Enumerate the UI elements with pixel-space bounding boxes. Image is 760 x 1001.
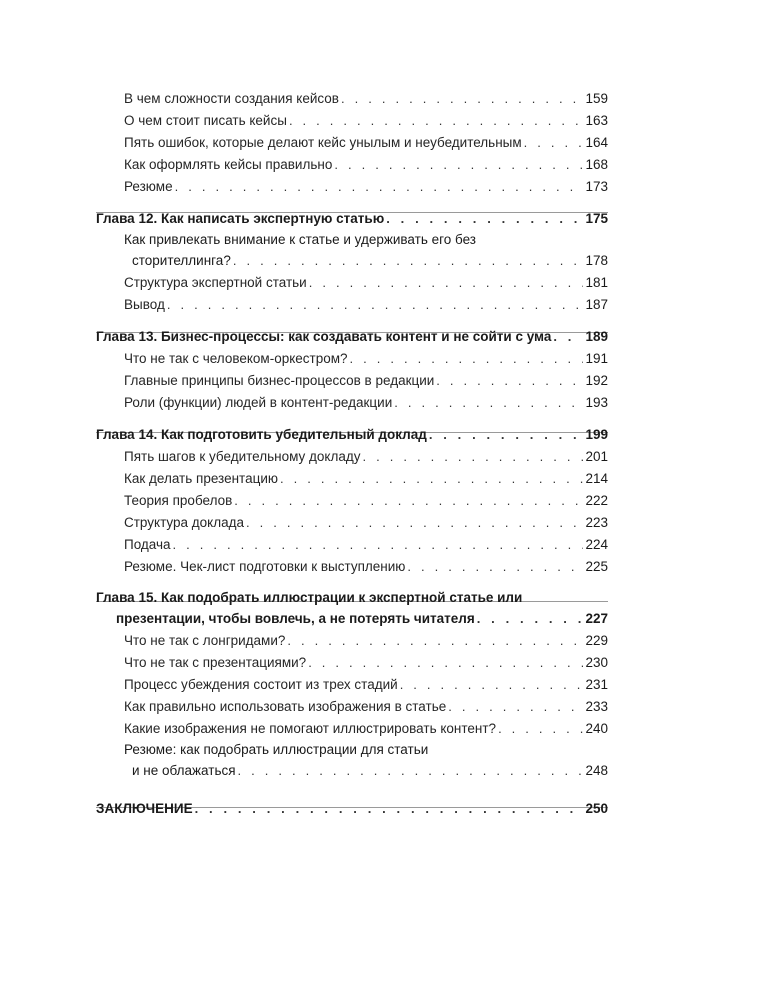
toc-entry-page: 248 [585,763,608,778]
toc-entry-page: 159 [585,91,608,106]
leader-dots [280,468,583,490]
toc-entry-title: Процесс убеждения состоит из трех стадий [124,677,398,692]
chapter-page: 199 [585,427,608,442]
toc-entry-title: сторителлинга? [132,253,231,268]
toc-entry[interactable] [96,392,608,414]
leader-dots [167,294,584,316]
leader-dots [448,696,583,718]
toc-entry-page: 231 [585,677,608,692]
chapter-entry[interactable] [96,208,608,230]
spacer [96,782,608,798]
toc-entry-title: Как правильно использовать изображения в статье [124,699,447,714]
leader-dots [309,272,584,294]
leader-dots [407,556,583,578]
toc-entry[interactable] [96,652,608,674]
spacer [96,198,608,208]
chapter-title-wrap-line[interactable]: Глава 15. Как подобрать иллюстрации к экспертной статье или [96,590,523,605]
leader-dots [436,370,583,392]
chapter-page: 227 [585,611,608,626]
toc-entry-title: Структура экспертной статьи [124,275,307,290]
toc-entry-page: 229 [585,633,608,648]
leader-dots [394,392,583,414]
toc-entry[interactable] [96,176,608,198]
toc-entry[interactable] [96,718,608,740]
toc-entry-wrap-line[interactable]: Резюме: как подобрать иллюстрации для статьи [124,742,429,757]
spacer [96,316,608,326]
toc-entry-page: 193 [585,395,608,410]
chapter-title: Глава 14. Как подготовить убедительный доклад [96,427,427,442]
chapter-entry[interactable] [96,424,608,446]
conclusion-title: ЗАКЛЮЧЕНИЕ [96,801,193,816]
toc-entry-title: Как делать презентацию [124,471,278,486]
conclusion-page: 250 [585,801,608,816]
toc-entry[interactable] [96,294,608,316]
leader-dots [363,446,584,468]
toc-entry-page: 187 [585,297,608,312]
leader-dots [350,348,584,370]
toc-entry-wrap-line[interactable]: Как привлекать внимание к статье и удерживать его без [124,232,476,247]
leader-dots [238,760,584,782]
toc-entry-page: 191 [585,351,608,366]
toc-entry[interactable] [96,630,608,652]
chapter-title: Глава 12. Как написать экспертную статью [96,211,385,226]
toc-entry[interactable] [96,250,608,272]
leader-dots [386,208,583,230]
toc-entry-page: 233 [585,699,608,714]
toc-entry-page: 222 [585,493,608,508]
toc-entry[interactable] [96,348,608,370]
chapter-title: Глава 13. Бизнес-процессы: как создавать контент и не сойти с ума [96,329,552,344]
chapter-title: презентации, чтобы вовлечь, а не потерять читателя [116,611,475,626]
toc-entry[interactable] [96,534,608,556]
leader-dots [246,512,583,534]
toc-entry-title: Подача [124,537,171,552]
toc-entry-page: 201 [585,449,608,464]
leader-dots [477,608,584,630]
leader-dots [429,424,584,446]
toc-entry-page: 173 [585,179,608,194]
toc-entry[interactable] [96,370,608,392]
table-of-contents [96,88,608,820]
leader-dots [308,652,583,674]
toc-entry-page: 192 [585,373,608,388]
toc-entry-title: Вывод [124,297,165,312]
toc-entry-title: Как оформлять кейсы правильно [124,157,333,172]
chapter-entry[interactable] [96,326,608,348]
toc-entry-page: 181 [585,275,608,290]
toc-entry-title: В чем сложности создания кейсов [124,91,339,106]
toc-entry-title: Резюме [124,179,173,194]
toc-entry-title: и не облажаться [132,763,236,778]
leader-dots [195,798,584,820]
leader-dots [234,490,583,512]
toc-entry-page: 224 [585,537,608,552]
conclusion-entry[interactable] [96,798,608,820]
leader-dots [524,132,584,154]
leader-dots [553,326,583,348]
toc-entry-page: 163 [585,113,608,128]
leader-dots [289,110,584,132]
leader-dots [233,250,584,272]
toc-entry-title: Какие изображения не помогают иллюстрировать контент? [124,721,497,736]
toc-entry-page: 225 [585,559,608,574]
toc-entry[interactable] [96,512,608,534]
toc-entry[interactable] [96,556,608,578]
toc-entry-title: Структура доклада [124,515,245,530]
toc-entry[interactable] [96,674,608,696]
spacer [96,414,608,424]
toc-entry[interactable] [96,272,608,294]
toc-entry[interactable] [96,760,608,782]
toc-entry[interactable] [96,468,608,490]
toc-entry-title: Пять шагов к убедительному докладу [124,449,361,464]
toc-entry-title: Что не так с человеком-оркестром? [124,351,348,366]
toc-entry-page: 164 [585,135,608,150]
toc-entry-title: Роли (функции) людей в контент-редакции [124,395,393,410]
toc-entry-title: Что не так с лонгридами? [124,633,286,648]
chapter-page: 175 [585,211,608,226]
toc-entry-page: 178 [585,253,608,268]
leader-dots [341,88,584,110]
toc-entry[interactable] [96,154,608,176]
toc-entry-title: О чем стоит писать кейсы [124,113,287,128]
leader-dots [334,154,583,176]
toc-entry-title: Резюме. Чек-лист подготовки к выступлению [124,559,406,574]
toc-entry-title: Что не так с презентациями? [124,655,307,670]
toc-entry[interactable] [96,490,608,512]
toc-entry[interactable] [96,88,608,110]
leader-dots [175,176,584,198]
toc-entry-title: Теория пробелов [124,493,233,508]
leader-dots [498,718,583,740]
toc-entry-page: 240 [585,721,608,736]
toc-entry-page: 223 [585,515,608,530]
chapter-entry[interactable] [96,608,608,630]
toc-entry-title: Пять ошибок, которые делают кейс унылым и неубедительным [124,135,522,150]
leader-dots [400,674,584,696]
toc-entry-title: Главные принципы бизнес-процессов в редакции [124,373,435,388]
spacer [96,578,608,588]
toc-entry[interactable] [96,446,608,468]
toc-entry[interactable] [96,696,608,718]
toc-entry-page: 230 [585,655,608,670]
toc-entry-page: 168 [585,157,608,172]
toc-entry-page: 214 [585,471,608,486]
toc-entry[interactable] [96,110,608,132]
leader-dots [287,630,583,652]
leader-dots [173,534,584,556]
toc-entry[interactable] [96,132,608,154]
chapter-page: 189 [585,329,608,344]
